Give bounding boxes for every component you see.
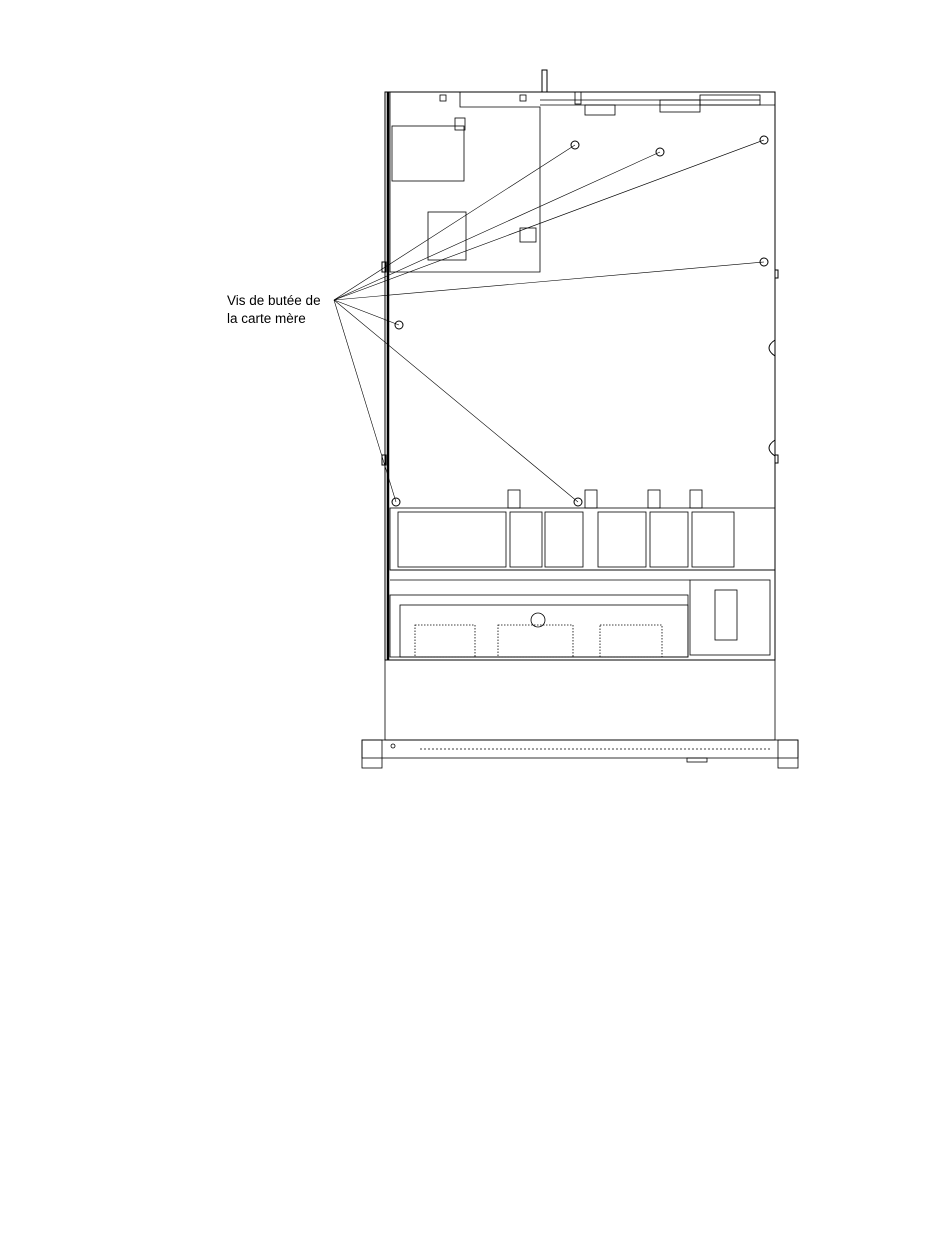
front-panel-area: [390, 580, 770, 657]
rear-components: [390, 92, 775, 272]
front-bezel: [362, 660, 798, 768]
callout-line-2: la carte mère: [227, 311, 306, 326]
fan-bay: [390, 490, 775, 580]
callout-line-1: Vis de butée de: [227, 293, 321, 308]
chassis-outline: [382, 70, 778, 660]
standoff-screws: [392, 136, 768, 506]
